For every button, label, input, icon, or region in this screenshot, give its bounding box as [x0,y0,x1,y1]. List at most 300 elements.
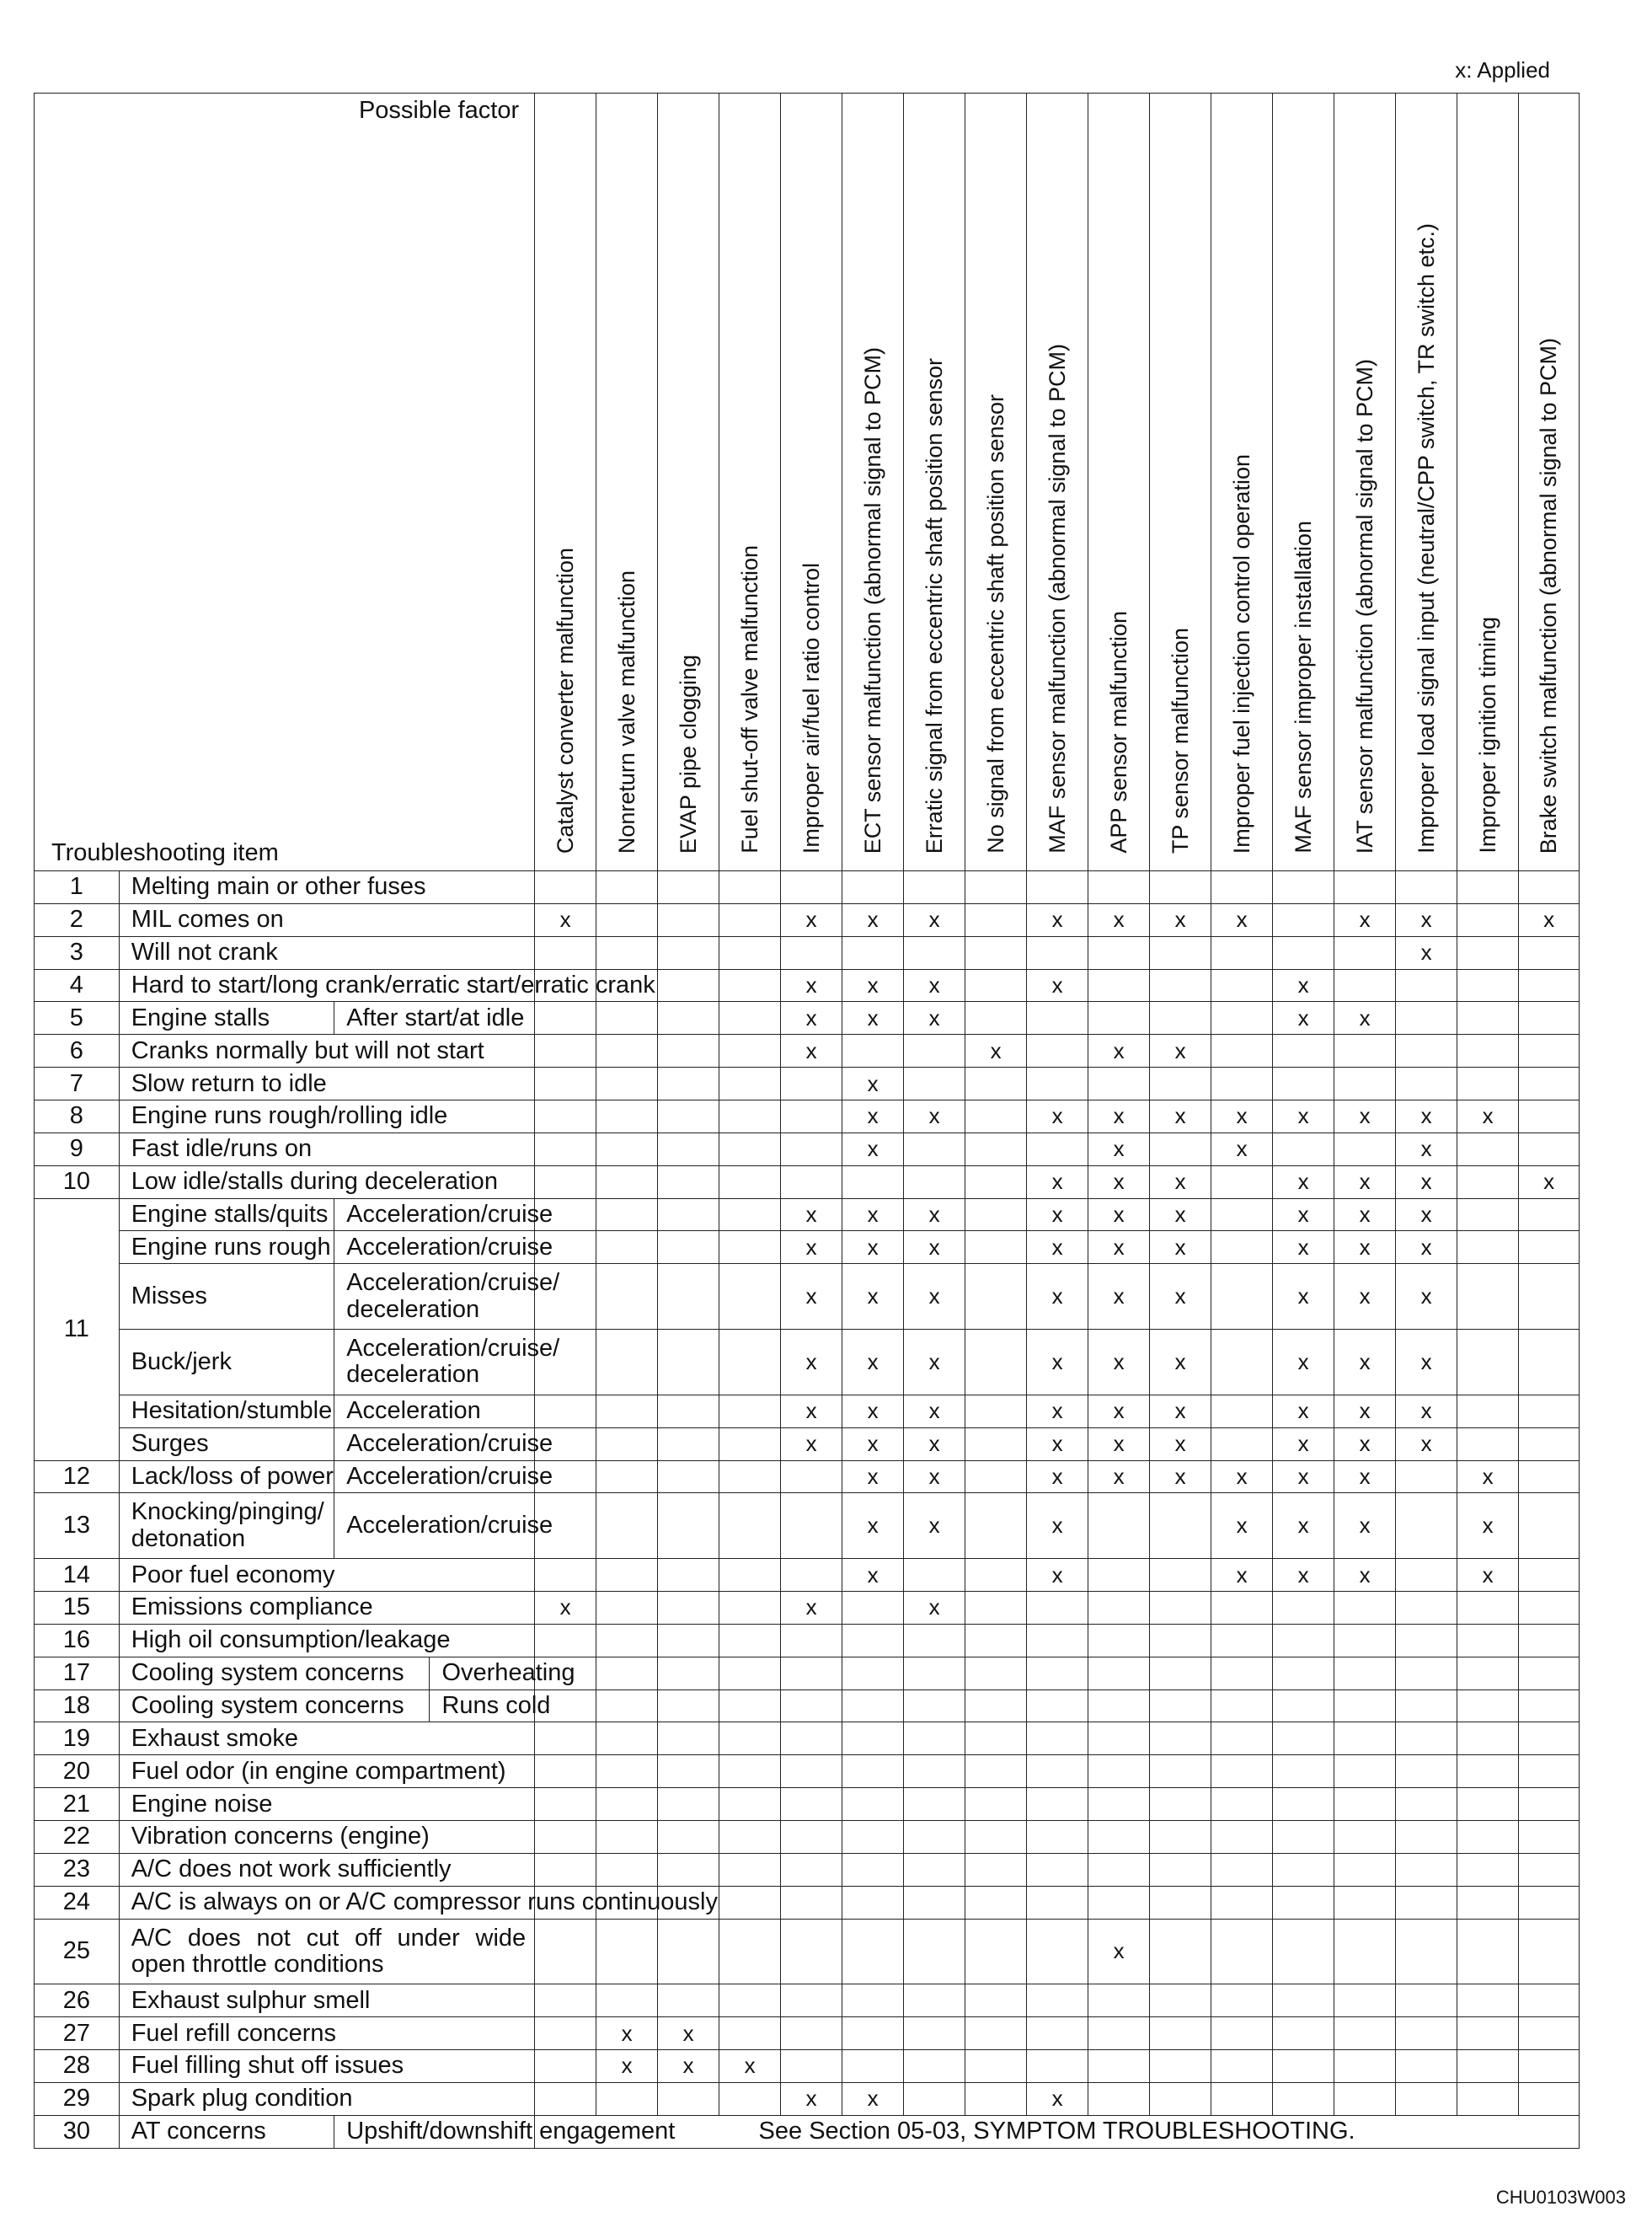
factor-cell [1273,1886,1334,1919]
factor-header [1519,94,1580,871]
factor-cell [1273,1984,1334,2017]
factor-cell [1519,1427,1580,1460]
factor-cell [535,1100,596,1133]
factor-cell [965,1165,1027,1198]
factor-cell [904,1165,965,1198]
factor-cell [781,1853,842,1886]
factor-cell [658,1330,719,1395]
applied-mark: x [658,2017,719,2050]
table-row [35,1002,1580,1035]
factor-cell [719,1427,781,1460]
factor-cell [842,1886,904,1919]
factor-cell [965,1100,1027,1133]
applied-mark: x [904,1231,965,1264]
factor-cell [719,1853,781,1886]
applied-mark: x [1334,1165,1396,1198]
factor-cell [535,1035,596,1068]
applied-mark: x [1334,1460,1396,1493]
factor-cell [1457,936,1519,969]
factor-label: MAF sensor improper installation [1290,521,1316,854]
troubleshooting-item: Emissions compliance [119,1591,534,1624]
applied-mark: x [658,2050,719,2083]
factor-cell [842,871,904,904]
applied-mark: x [1334,1100,1396,1133]
applied-mark: x [1211,1559,1273,1592]
factor-cell [965,1133,1027,1165]
factor-cell [965,1755,1027,1788]
factor-cell [965,2082,1027,2115]
factor-cell [535,1919,596,1984]
factor-cell [596,1460,658,1493]
factor-cell [1396,1984,1457,2017]
factor-cell [965,1395,1027,1427]
table-row [35,1919,1580,1984]
factor-cell [1211,1886,1273,1919]
factor-label: Improper ignition timing [1474,617,1500,854]
factor-cell [1088,1984,1150,2017]
factor-cell [842,936,904,969]
factor-cell [1519,1624,1580,1657]
row-number: 19 [35,1722,120,1755]
applied-mark: x [842,1002,904,1035]
applied-mark: x [1273,1427,1334,1460]
factor-cell [658,1198,719,1231]
applied-mark: x [1273,1460,1334,1493]
row-number: 9 [35,1133,120,1165]
factor-cell [719,1657,781,1689]
factor-cell [658,1853,719,1886]
factor-cell [1396,2017,1457,2050]
condition: Acceleration [334,1395,535,1427]
factor-header [1396,94,1457,871]
applied-mark: x [1088,1460,1150,1493]
factor-cell [1519,1002,1580,1035]
applied-mark: x [781,1231,842,1264]
applied-mark: x [1150,1264,1211,1330]
factor-cell [658,969,719,1002]
factor-cell [535,1624,596,1657]
factor-label: Brake switch malfunction (abnormal signal to PCM) [1536,337,1562,854]
factor-cell [719,1624,781,1657]
factor-cell [719,1689,781,1722]
factor-cell [1519,1984,1580,2017]
table-row [35,1035,1580,1068]
applied-mark: x [719,2050,781,2083]
factor-cell [965,1853,1027,1886]
factor-cell [535,1165,596,1198]
factor-cell [965,1689,1027,1722]
row-number: 12 [35,1460,120,1493]
factor-cell [719,969,781,1002]
row-number: 29 [35,2082,120,2115]
factor-cell [596,1722,658,1755]
applied-mark: x [1273,1559,1334,1592]
table-row [35,1722,1580,1755]
applied-mark: x [904,1493,965,1559]
factor-cell [1150,1984,1211,2017]
factor-cell [965,1657,1027,1689]
factor-cell [842,1165,904,1198]
factor-cell [781,1689,842,1722]
applied-mark: x [1027,1330,1088,1395]
applied-mark: x [1334,1559,1396,1592]
factor-cell [1519,1919,1580,1984]
factor-cell [1150,1722,1211,1755]
condition: Overheating [430,1657,535,1689]
factor-cell [1396,1788,1457,1821]
factor-cell [1150,969,1211,1002]
condition: Acceleration/cruise/ deceleration [334,1264,535,1330]
factor-cell [1273,1657,1334,1689]
factor-cell [596,1165,658,1198]
applied-mark: x [1150,1395,1211,1427]
factor-cell [1027,1820,1088,1853]
factor-cell [658,1559,719,1592]
factor-cell [781,1100,842,1133]
applied-mark: x [1334,1231,1396,1264]
applied-mark: x [781,969,842,1002]
factor-cell [1150,871,1211,904]
applied-mark: x [1396,1231,1457,1264]
factor-header [1273,94,1334,871]
factor-header [904,94,965,871]
factor-cell [1150,1820,1211,1853]
factor-cell [1396,1820,1457,1853]
factor-cell [658,1231,719,1264]
factor-cell [1211,936,1273,969]
factor-cell [1150,1002,1211,1035]
row-number: 24 [35,1886,120,1919]
applied-mark: x [1088,1427,1150,1460]
factor-cell [1334,1820,1396,1853]
troubleshooting-item: Will not crank [119,936,534,969]
factor-cell [658,1165,719,1198]
factor-cell [1150,1624,1211,1657]
factor-cell [1027,1984,1088,2017]
factor-cell [596,1427,658,1460]
factor-cell [1457,871,1519,904]
factor-cell [719,1100,781,1133]
applied-mark: x [1396,1264,1457,1330]
factor-cell [1150,1133,1211,1165]
factor-cell [1519,1689,1580,1722]
table-row [35,1330,1580,1395]
factor-cell [596,1755,658,1788]
table-row [35,903,1580,936]
factor-label: APP sensor malfunction [1105,611,1131,854]
factor-cell [1519,1820,1580,1853]
troubleshooting-item: High oil consumption/leakage [119,1624,534,1657]
factor-cell [1334,1035,1396,1068]
factor-cell [1396,1493,1457,1559]
factor-cell [1150,1657,1211,1689]
factor-cell [1088,1886,1150,1919]
factor-cell [965,1002,1027,1035]
factor-cell [965,2050,1027,2083]
applied-mark: x [781,1198,842,1231]
row-number: 7 [35,1068,120,1100]
factor-cell [965,936,1027,969]
factor-cell [1273,1624,1334,1657]
factor-cell [658,1035,719,1068]
factor-cell [965,1886,1027,1919]
factor-cell [1027,1035,1088,1068]
applied-mark: x [1027,1264,1088,1330]
factor-cell [1273,1788,1334,1821]
factor-cell [1457,1035,1519,1068]
factor-cell [1211,1788,1273,1821]
table-row [35,1591,1580,1624]
factor-cell [719,936,781,969]
factor-cell [1211,969,1273,1002]
factor-cell [719,2082,781,2115]
factor-cell [842,1624,904,1657]
applied-mark: x [1027,1395,1088,1427]
factor-cell [719,1330,781,1395]
factor-cell [1334,1722,1396,1755]
troubleshooting-item: Hard to start/long crank/erratic start/erratic crank [119,969,534,1002]
troubleshooting-item: Spark plug condition [119,2082,534,2115]
troubleshooting-item: A/C does not cut off under wide open throttle conditions [119,1919,534,1984]
applied-mark: x [842,1133,904,1165]
applied-mark: x [1273,1231,1334,1264]
row-number: 13 [35,1493,120,1559]
factor-cell [535,936,596,969]
factor-cell [1457,1165,1519,1198]
applied-mark: x [904,969,965,1002]
factor-cell [658,1395,719,1427]
applied-mark: x [1027,1100,1088,1133]
applied-mark: x [1396,1165,1457,1198]
applied-mark: x [842,1198,904,1231]
factor-cell [965,1984,1027,2017]
factor-cell [658,1820,719,1853]
factor-cell [1027,2050,1088,2083]
troubleshooting-item: Cranks normally but will not start [119,1035,534,1068]
factor-cell [1457,1657,1519,1689]
factor-cell [1273,1820,1334,1853]
applied-mark: x [1273,1264,1334,1330]
applied-mark: x [1088,1395,1150,1427]
factor-cell [781,1559,842,1592]
factor-cell [781,1165,842,1198]
factor-cell [596,1591,658,1624]
troubleshooting-item: Vibration concerns (engine) [119,1820,534,1853]
factor-label: Catalyst converter malfunction [552,547,578,854]
factor-cell [1457,1919,1519,1984]
factor-cell [596,1689,658,1722]
factor-cell [596,1788,658,1821]
applied-mark: x [1088,1133,1150,1165]
troubleshooting-item: Cooling system concerns [119,1657,430,1689]
factor-cell [535,1788,596,1821]
factor-cell [658,1002,719,1035]
factor-label: Nonreturn valve malfunction [613,570,639,854]
factor-cell [1273,1919,1334,1984]
factor-cell [1519,1330,1580,1395]
factor-cell [719,1002,781,1035]
row-number: 8 [35,1100,120,1133]
table-row [35,2115,1580,2148]
factor-cell [904,1722,965,1755]
applied-mark: x [1396,1395,1457,1427]
factor-cell [1396,1755,1457,1788]
troubleshooting-item: Engine stalls [119,1002,334,1035]
factor-cell [1088,1657,1150,1689]
factor-cell [1457,1002,1519,1035]
troubleshooting-item: Lack/loss of power [119,1460,334,1493]
row-number: 30 [35,2115,120,2148]
applied-mark: x [1457,1460,1519,1493]
factor-cell [719,903,781,936]
applied-mark: x [1027,1198,1088,1231]
factor-cell [1396,1689,1457,1722]
applied-mark: x [781,1395,842,1427]
factor-label: ECT sensor malfunction (abnormal signal to PCM) [859,346,885,854]
factor-cell [658,1755,719,1788]
factor-cell [904,1820,965,1853]
factor-cell [1457,1722,1519,1755]
applied-mark: x [1088,1919,1150,1984]
factor-cell [1150,936,1211,969]
factor-cell [658,1100,719,1133]
table-row [35,1493,1580,1559]
factor-cell [1334,1984,1396,2017]
factor-cell [596,1624,658,1657]
factor-cell [1273,1755,1334,1788]
factor-cell [1027,1624,1088,1657]
table-row [35,1460,1580,1493]
factor-cell [658,1068,719,1100]
matrix-body [35,871,1580,2149]
factor-cell [965,871,1027,904]
factor-cell [965,1460,1027,1493]
condition: Acceleration/cruise [334,1427,535,1460]
factor-cell [596,1002,658,1035]
factor-cell [1519,1231,1580,1264]
factor-cell [1088,1755,1150,1788]
table-row [35,936,1580,969]
factor-cell [965,1068,1027,1100]
factor-cell [1211,1657,1273,1689]
factor-cell [1457,1886,1519,1919]
factor-cell [1457,1624,1519,1657]
applied-mark: x [1088,1165,1150,1198]
factor-cell [842,1722,904,1755]
factor-cell [1211,2050,1273,2083]
factor-cell [1334,1788,1396,1821]
factor-cell [1334,1591,1396,1624]
factor-cell [1334,936,1396,969]
condition: Acceleration/cruise [334,1198,535,1231]
factor-cell [842,1755,904,1788]
factor-cell [965,1624,1027,1657]
factor-cell [1211,1591,1273,1624]
factor-cell [535,1002,596,1035]
factor-cell [1211,1198,1273,1231]
factor-cell [781,1493,842,1559]
factor-cell [1457,1264,1519,1330]
factor-cell [1519,2082,1580,2115]
factor-cell [1396,1919,1457,1984]
factor-cell [1334,1068,1396,1100]
row-number: 10 [35,1165,120,1198]
factor-cell [658,1984,719,2017]
factor-cell [1273,2050,1334,2083]
factor-cell [904,1886,965,1919]
troubleshooting-item: Engine runs rough/rolling idle [119,1100,534,1133]
table-row [35,1624,1580,1657]
factor-cell [1457,2017,1519,2050]
factor-header [1150,94,1211,871]
factor-cell [1334,2050,1396,2083]
applied-mark: x [842,1231,904,1264]
factor-cell [1457,1984,1519,2017]
table-row [35,1231,1580,1264]
factor-cell [1334,2082,1396,2115]
row-number: 23 [35,1853,120,1886]
factor-cell [1519,2017,1580,2050]
factor-cell [1150,1755,1211,1788]
factor-label: EVAP pipe clogging [675,654,701,854]
factor-cell [1396,969,1457,1002]
factor-cell [596,2082,658,2115]
factor-label: Improper load signal input (neutral/CPP switch, TR switch etc.) [1413,223,1439,854]
row-number: 4 [35,969,120,1002]
applied-mark: x [1088,1264,1150,1330]
factor-cell [904,1755,965,1788]
applied-mark: x [842,1330,904,1395]
factor-cell [658,1591,719,1624]
factor-cell [719,1035,781,1068]
factor-cell [719,871,781,904]
table-row [35,1395,1580,1427]
applied-mark: x [1027,1493,1088,1559]
factor-cell [904,1788,965,1821]
applied-mark: x [842,1559,904,1592]
row-number: 2 [35,903,120,936]
factor-cell [1396,1002,1457,1035]
factor-cell [1027,1886,1088,1919]
factor-cell [658,1460,719,1493]
factor-cell [719,1165,781,1198]
condition: After start/at idle [334,1002,535,1035]
applied-mark: x [1457,1493,1519,1559]
applied-mark: x [1334,1002,1396,1035]
factor-cell [1457,969,1519,1002]
applied-mark: x [904,1395,965,1427]
condition: Upshift/downshift engagement [334,2115,535,2148]
factor-cell [965,969,1027,1002]
applied-mark: x [1519,903,1580,936]
factor-cell [1273,1035,1334,1068]
condition: Acceleration/cruise [334,1460,535,1493]
factor-cell [719,1231,781,1264]
table-row [35,1165,1580,1198]
factor-cell [596,1330,658,1395]
factor-cell [1519,1493,1580,1559]
factor-cell [1457,1133,1519,1165]
applied-mark: x [842,1427,904,1460]
factor-cell [842,1657,904,1689]
factor-cell [1273,1722,1334,1755]
row-number: 18 [35,1689,120,1722]
applied-mark: x [1334,1493,1396,1559]
factor-cell [1150,1886,1211,1919]
factor-cell [1211,1984,1273,2017]
factor-header [1088,94,1150,871]
factor-cell [904,1853,965,1886]
